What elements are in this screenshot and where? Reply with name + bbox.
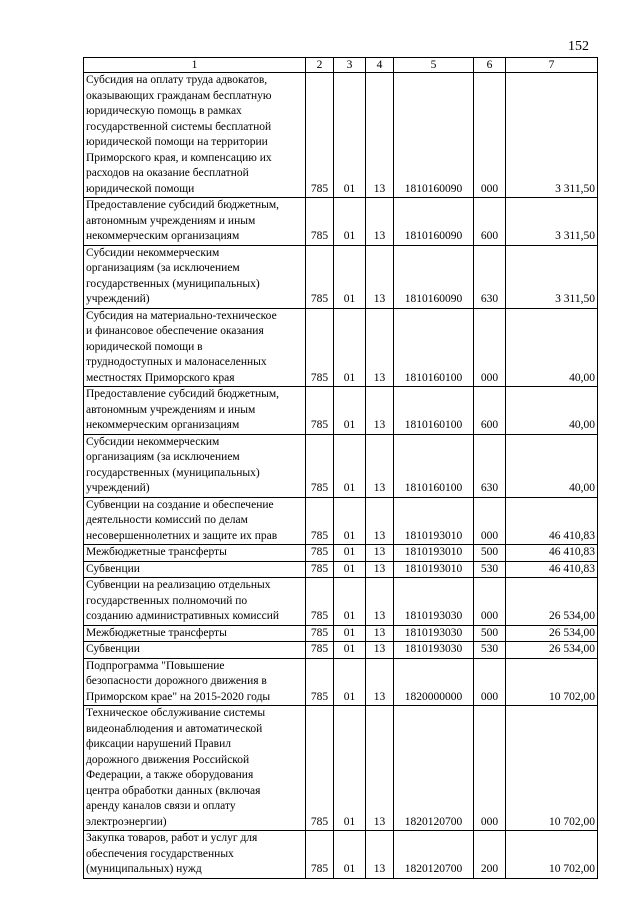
target-article-cell: 1820000000 <box>394 658 474 706</box>
target-article-cell: 1810160100 <box>394 387 474 435</box>
header-row <box>84 58 598 73</box>
expense-type-cell: 530 <box>474 642 506 659</box>
section-code-cell: 01 <box>334 73 366 198</box>
expense-type-cell: 000 <box>474 578 506 626</box>
subsection-code-cell: 13 <box>366 545 394 562</box>
section-code-cell: 01 <box>334 658 366 706</box>
row-name-cell: Межбюджетные трансферты <box>84 545 306 562</box>
amount-cell: 10 702,00 <box>506 706 598 831</box>
target-article-cell: 1810160090 <box>394 245 474 308</box>
column-header: 4 <box>366 58 394 73</box>
ministry-code-cell: 785 <box>306 578 334 626</box>
amount-cell: 26 534,00 <box>506 578 598 626</box>
section-code-cell: 01 <box>334 198 366 246</box>
table-row <box>84 706 598 831</box>
row-name-cell: Субсидия на оплату труда адвокатов, оказывающих гражданам бесплатную юридическую помощь в рамках государственной системы бесплатной юридической помощи на территории Приморского края, и компенсацию их расходов на оказание бесплатной юридической помощи <box>84 73 306 198</box>
section-code-cell: 01 <box>334 561 366 578</box>
target-article-cell: 1810193030 <box>394 578 474 626</box>
target-article-cell: 1810160100 <box>394 434 474 497</box>
ministry-code-cell: 785 <box>306 706 334 831</box>
section-code-cell: 01 <box>334 625 366 642</box>
amount-cell: 26 534,00 <box>506 625 598 642</box>
ministry-code-cell: 785 <box>306 545 334 562</box>
table-row <box>84 642 598 659</box>
row-name-cell: Субвенции <box>84 642 306 659</box>
target-article-cell: 1810193010 <box>394 545 474 562</box>
budget-table <box>83 57 598 879</box>
column-header: 6 <box>474 58 506 73</box>
amount-cell: 3 311,50 <box>506 73 598 198</box>
ministry-code-cell: 785 <box>306 73 334 198</box>
section-code-cell: 01 <box>334 497 366 545</box>
table-row <box>84 545 598 562</box>
expense-type-cell: 000 <box>474 308 506 387</box>
amount-cell: 40,00 <box>506 434 598 497</box>
amount-cell: 40,00 <box>506 387 598 435</box>
ministry-code-cell: 785 <box>306 387 334 435</box>
table-row <box>84 561 598 578</box>
target-article-cell: 1810193010 <box>394 561 474 578</box>
ministry-code-cell: 785 <box>306 308 334 387</box>
section-code-cell: 01 <box>334 387 366 435</box>
row-name-cell: Субвенции <box>84 561 306 578</box>
ministry-code-cell: 785 <box>306 434 334 497</box>
expense-type-cell: 500 <box>474 625 506 642</box>
ministry-code-cell: 785 <box>306 642 334 659</box>
table-row <box>84 308 598 387</box>
amount-cell: 10 702,00 <box>506 831 598 879</box>
table-row <box>84 625 598 642</box>
column-header: 2 <box>306 58 334 73</box>
amount-cell: 3 311,50 <box>506 198 598 246</box>
subsection-code-cell: 13 <box>366 387 394 435</box>
expense-type-cell: 600 <box>474 198 506 246</box>
subsection-code-cell: 13 <box>366 73 394 198</box>
target-article-cell: 1820120700 <box>394 706 474 831</box>
target-article-cell: 1820120700 <box>394 831 474 879</box>
ministry-code-cell: 785 <box>306 658 334 706</box>
column-header: 1 <box>84 58 306 73</box>
subsection-code-cell: 13 <box>366 245 394 308</box>
ministry-code-cell: 785 <box>306 497 334 545</box>
row-name-cell: Субсидия на материально-техническое и финансовое обеспечение оказания юридической помощи в труднодоступных и малонаселенных местностях Приморского края <box>84 308 306 387</box>
amount-cell: 46 410,83 <box>506 545 598 562</box>
table-row <box>84 578 598 626</box>
expense-type-cell: 000 <box>474 497 506 545</box>
section-code-cell: 01 <box>334 245 366 308</box>
expense-type-cell: 630 <box>474 245 506 308</box>
row-name-cell: Субсидии некоммерческим организациям (за исключением государственных (муниципальных) учреждений) <box>84 434 306 497</box>
target-article-cell: 1810193030 <box>394 625 474 642</box>
target-article-cell: 1810160090 <box>394 198 474 246</box>
table-row <box>84 658 598 706</box>
subsection-code-cell: 13 <box>366 561 394 578</box>
section-code-cell: 01 <box>334 434 366 497</box>
expense-type-cell: 500 <box>474 545 506 562</box>
target-article-cell: 1810160100 <box>394 308 474 387</box>
subsection-code-cell: 13 <box>366 706 394 831</box>
table-row <box>84 831 598 879</box>
expense-type-cell: 630 <box>474 434 506 497</box>
subsection-code-cell: 13 <box>366 658 394 706</box>
ministry-code-cell: 785 <box>306 561 334 578</box>
expense-type-cell: 000 <box>474 73 506 198</box>
amount-cell: 40,00 <box>506 308 598 387</box>
column-header: 7 <box>506 58 598 73</box>
table-row <box>84 73 598 198</box>
target-article-cell: 1810193030 <box>394 642 474 659</box>
section-code-cell: 01 <box>334 706 366 831</box>
ministry-code-cell: 785 <box>306 831 334 879</box>
row-name-cell: Межбюджетные трансферты <box>84 625 306 642</box>
section-code-cell: 01 <box>334 578 366 626</box>
expense-type-cell: 530 <box>474 561 506 578</box>
subsection-code-cell: 13 <box>366 831 394 879</box>
ministry-code-cell: 785 <box>306 198 334 246</box>
amount-cell: 26 534,00 <box>506 642 598 659</box>
expense-type-cell: 600 <box>474 387 506 435</box>
column-header: 5 <box>394 58 474 73</box>
expense-type-cell: 000 <box>474 706 506 831</box>
target-article-cell: 1810160090 <box>394 73 474 198</box>
column-header: 3 <box>334 58 366 73</box>
row-name-cell: Закупка товаров, работ и услуг для обеспечения государственных (муниципальных) нужд <box>84 831 306 879</box>
subsection-code-cell: 13 <box>366 642 394 659</box>
table-row <box>84 387 598 435</box>
table-row <box>84 198 598 246</box>
subsection-code-cell: 13 <box>366 497 394 545</box>
row-name-cell: Подпрограмма "Повышение безопасности дорожного движения в Приморском крае" на 2015-2020 годы <box>84 658 306 706</box>
expense-type-cell: 200 <box>474 831 506 879</box>
row-name-cell: Субвенции на реализацию отдельных государственных полномочий по созданию административных комиссий <box>84 578 306 626</box>
section-code-cell: 01 <box>334 308 366 387</box>
subsection-code-cell: 13 <box>366 434 394 497</box>
amount-cell: 46 410,83 <box>506 561 598 578</box>
section-code-cell: 01 <box>334 831 366 879</box>
subsection-code-cell: 13 <box>366 308 394 387</box>
amount-cell: 46 410,83 <box>506 497 598 545</box>
table-body <box>84 73 598 879</box>
table-row <box>84 497 598 545</box>
target-article-cell: 1810193010 <box>394 497 474 545</box>
row-name-cell: Предоставление субсидий бюджетным, автономным учреждениям и иным некоммерческим организациям <box>84 198 306 246</box>
page-number: 152 <box>568 39 589 54</box>
amount-cell: 10 702,00 <box>506 658 598 706</box>
ministry-code-cell: 785 <box>306 625 334 642</box>
row-name-cell: Техническое обслуживание системы видеонаблюдения и автоматической фиксации нарушений Правил дорожного движения Российской Федерации, а также оборудования центра обработки данных (включая аренду каналов связи и оплату электроэнергии) <box>84 706 306 831</box>
row-name-cell: Субвенции на создание и обеспечение деятельности комиссий по делам несовершеннолетних и защите их прав <box>84 497 306 545</box>
subsection-code-cell: 13 <box>366 625 394 642</box>
table-row <box>84 434 598 497</box>
expense-type-cell: 000 <box>474 658 506 706</box>
ministry-code-cell: 785 <box>306 245 334 308</box>
amount-cell: 3 311,50 <box>506 245 598 308</box>
subsection-code-cell: 13 <box>366 198 394 246</box>
section-code-cell: 01 <box>334 545 366 562</box>
row-name-cell: Предоставление субсидий бюджетным, автономным учреждениям и иным некоммерческим организациям <box>84 387 306 435</box>
subsection-code-cell: 13 <box>366 578 394 626</box>
row-name-cell: Субсидии некоммерческим организациям (за исключением государственных (муниципальных) учреждений) <box>84 245 306 308</box>
section-code-cell: 01 <box>334 642 366 659</box>
table-row <box>84 245 598 308</box>
